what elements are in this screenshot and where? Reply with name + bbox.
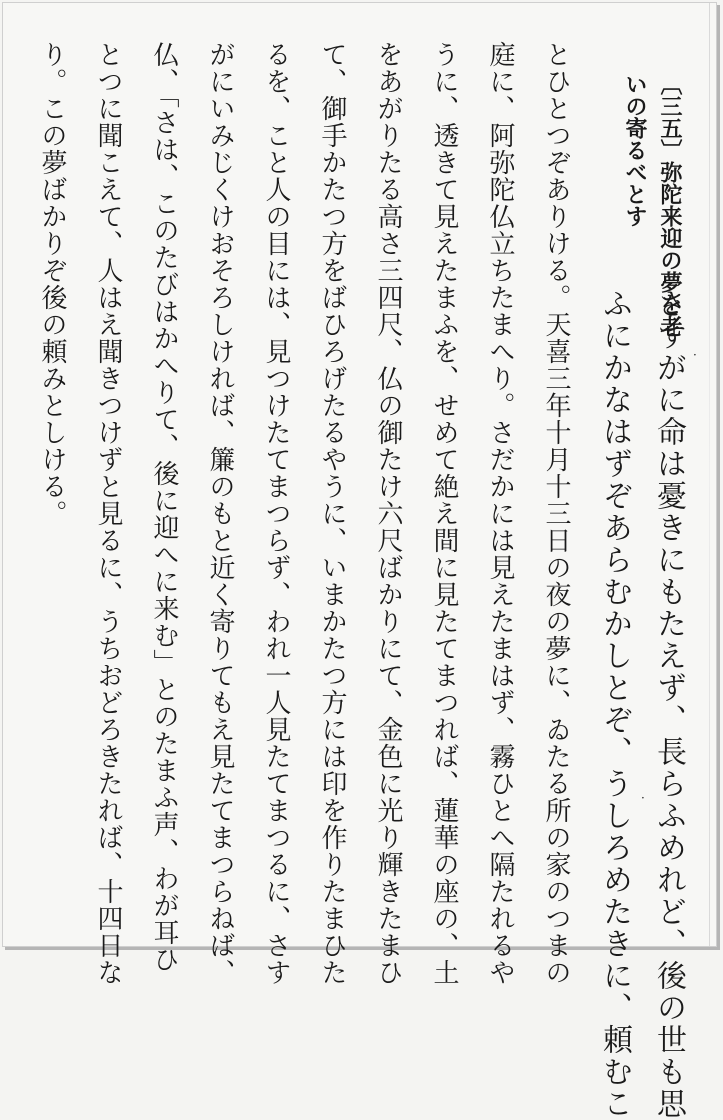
section-heading-line-2: いの寄るべとす (622, 73, 648, 227)
text-column-12: り。この夢ばかりぞ後の頼みとしける。 (37, 41, 67, 527)
text-column-3: とひとつぞありける。天喜三年十月十三日の夜の夢に、ゐたる所の家のつまの (541, 41, 571, 986)
text-column-7: て、御手かたつ方をばひろげたるやうに、いまかたつ方には印を作りたまひた (317, 41, 347, 986)
margin-dot: · (641, 791, 645, 805)
text-column-8: るを、こと人の目には、見つけたてまつらず、われ一人見たてまつるに、さす (261, 41, 291, 986)
text-column-6: をあがりたる高さ三四尺、仏の御たけ六尺ばかりにて、金色に光り輝きたまひ (373, 41, 403, 986)
text-column-4: 庭に、阿弥陀仏立ちたまへり。さだかには見えたまはず、霧ひとへ隔たれるや (485, 41, 515, 986)
section-heading-line-1: 〔三五〕弥陀来迎の夢を老 (657, 73, 683, 337)
text-column-5: うに、透きて見えたまふを、せめて絶え間に見たてまつれば、蓮華の座の、土 (429, 41, 459, 986)
text-column-10: 仏、「さは、このたびはかへりて、後に迎へに来む」とのたまふ声、わが耳ひ (149, 41, 179, 973)
scanned-page (2, 2, 717, 1120)
text-column-11: とつに聞こえて、人はえ聞きつけずと見るに、うちおどろきたれば、十四日な (93, 41, 123, 986)
scan-edge-line (709, 3, 710, 946)
text-column-2: ふにかなはずぞあらむかしとぞ、うしろめたきに、頼むこ (597, 288, 632, 1120)
text-column-9: がにいみじくけおそろしければ、簾のもと近く寄りてもえ見たてまつらねば、 (205, 41, 235, 986)
text-column-1: さすがに命は憂きにもたえず、長らふめれど、後の世も思 (651, 288, 686, 1120)
margin-dot: · (693, 348, 697, 362)
